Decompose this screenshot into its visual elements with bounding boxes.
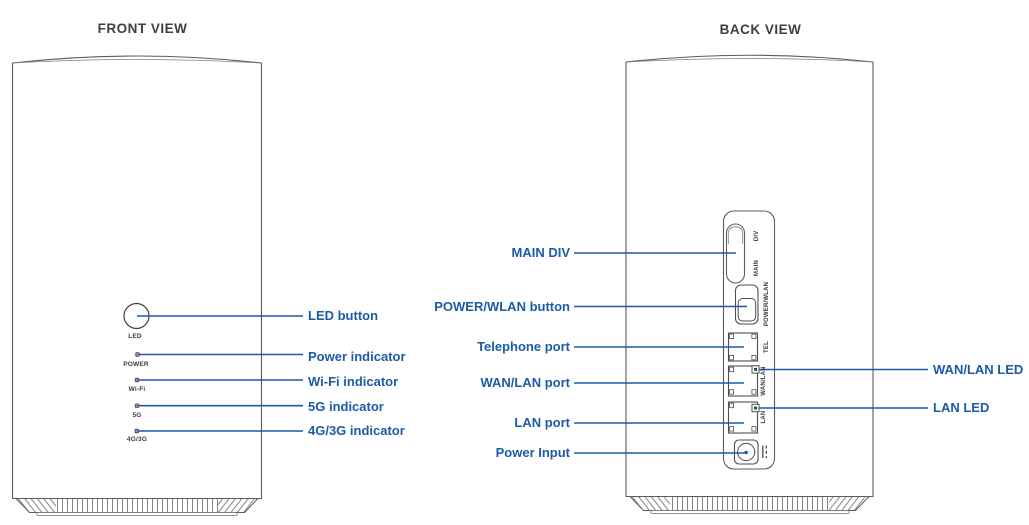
front-device-outline bbox=[13, 56, 262, 516]
back-device-outline bbox=[626, 55, 873, 513]
power-wlan-panel-label: POWER/WLAN bbox=[763, 281, 770, 326]
front-base-plate bbox=[37, 513, 237, 516]
back-base-grille bbox=[630, 497, 869, 514]
power-input-shape bbox=[735, 440, 759, 464]
back-view-title: BACK VIEW bbox=[719, 22, 802, 37]
lan-led-shape bbox=[752, 404, 759, 411]
callout-lan-led: LAN LED bbox=[933, 400, 990, 415]
callout-main-div: MAIN DIV bbox=[511, 245, 570, 260]
callout-led-button: LED button bbox=[308, 308, 379, 323]
lan-panel-label: LAN bbox=[761, 410, 767, 424]
callout-5g-indicator: 5G indicator bbox=[308, 398, 384, 414]
5g-device-label: 5G bbox=[132, 412, 142, 420]
callout-wan-lan-led: WAN/LAN LED bbox=[933, 362, 1024, 377]
power-device-label: POWER bbox=[123, 360, 149, 368]
5g-indicator-dot bbox=[135, 404, 139, 408]
callout-power-input: Power Input bbox=[495, 445, 570, 460]
wifi-device-label: Wi-Fi bbox=[128, 386, 146, 394]
wan-lan-led-shape bbox=[752, 366, 759, 373]
front-view-title: FRONT VIEW bbox=[97, 21, 188, 36]
4g3g-device-label: 4G/3G bbox=[126, 436, 148, 444]
main-panel-label: MAIN bbox=[753, 259, 760, 277]
led-device-label: LED bbox=[128, 333, 142, 340]
div-panel-label: DIV bbox=[753, 230, 760, 242]
power-indicator-dot bbox=[136, 353, 140, 357]
callout-wan-lan-port: WAN/LAN port bbox=[480, 375, 570, 390]
callout-lan-port: LAN port bbox=[514, 415, 570, 430]
callout-wifi-indicator: Wi-Fi indicator bbox=[308, 374, 399, 389]
front-base-grille bbox=[16, 499, 258, 516]
callout-telephone-port: Telephone port bbox=[477, 339, 570, 354]
back-base-plate bbox=[651, 511, 849, 514]
tel-panel-label: TEL bbox=[763, 340, 770, 353]
power-wlan-button-shape bbox=[736, 285, 759, 324]
callout-4g3g-indicator: 4G/3G indicator bbox=[308, 423, 405, 438]
wan-lan-panel-label: WAN/LAN bbox=[761, 365, 767, 396]
wifi-indicator-dot bbox=[135, 378, 139, 382]
callout-power-wlan-button: POWER/WLAN button bbox=[434, 299, 570, 314]
callout-power-indicator: Power indicator bbox=[308, 348, 406, 364]
4g3g-indicator-dot bbox=[135, 429, 139, 433]
